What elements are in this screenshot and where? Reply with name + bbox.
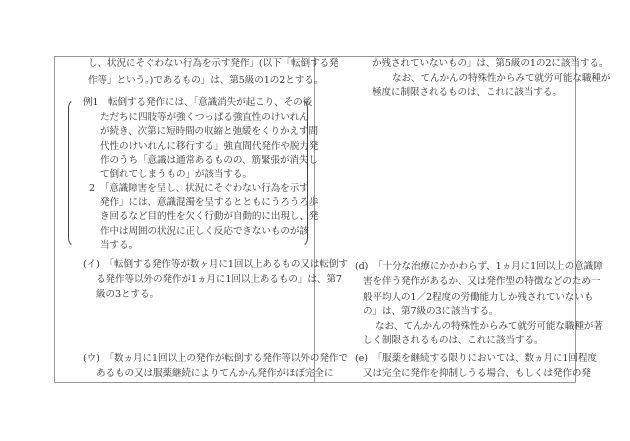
item-u-line: (ウ) 「数ヵ月に1回以上の発作が転倒する発作等以外の発作で: [83, 353, 348, 364]
example-line: 代性のけいれんに移行する」強直間代発作や脱力発: [100, 141, 319, 152]
item-u-line: あるもの又は服薬継続によりてんかん発作がほぼ完全に: [96, 368, 334, 379]
item-i-line: (イ) 「転倒する発作等が数ヶ月に1回以上あるもの又は転倒す: [83, 259, 348, 270]
text-line: か残されていないもの」は、第5級の1の2に該当する。: [372, 58, 609, 69]
example-line: 作中は周囲の状況に正しく反応できないものが該: [100, 226, 309, 237]
text-line: し、状況にそぐわない行為を示す発作」(以下「転倒する発: [88, 58, 339, 69]
item-e-line: 又は完全に発作を抑制しうる場合、もしくは発作の発: [363, 368, 591, 379]
example-line: て倒れてしまうもの」が該当する。: [100, 169, 252, 180]
text-line: 極度に制限されるものは、これに該当する。: [372, 87, 562, 98]
example-line: 作のうち「意識は通常あるものの、筋緊張が消失し: [100, 155, 318, 166]
item-d-line: (d) 「十分な治療にかかわらず、1ヵ月に1回以上の意識障: [355, 261, 603, 272]
example-line: 2 「意識障害を呈し、状況にそぐわない行為を示す: [89, 183, 309, 194]
text-line: なお、てんかんの特殊性からみて就労可能な職種が: [392, 73, 611, 84]
example-line: ただちに四肢等が強くつっぱる強直性のけいれん: [100, 112, 309, 123]
item-d-line: 般平均人の1／2程度の労働能力しか残されていないも: [363, 292, 594, 303]
item-i-line: る発作等以外の発作が1ヵ月に1回以上あるもの」は、第7: [96, 274, 342, 285]
item-d-line: しく制限されるものは、これに該当する。: [363, 335, 544, 346]
example-line: 発作」には、意識混濁を呈するとともにうろうろ歩: [100, 197, 319, 208]
example-line: 例1 転倒する発作には、「意識消失が起こり、その後: [83, 97, 313, 108]
item-d-line: なお、てんかんの特殊性からみて就労可能な職種が著: [375, 321, 603, 332]
item-d-line: 害を伴う発作があるか、又は発作型の特徴などのため一: [363, 276, 601, 287]
example-line: き回るなど目的性を欠く行動が自動的に出現し、発: [100, 211, 319, 222]
example-line: 当する。: [100, 240, 138, 251]
text-line: 作等」という。)であるもの」は、第5級の1の2とする。: [88, 75, 324, 86]
example-line: が続き、次第に短時間の収縮と弛緩をくりかえす間: [100, 126, 318, 137]
item-e-line: (e) 「服薬を継続する限りにおいては、数ヵ月に1回程度: [355, 353, 597, 364]
item-i-line: 級の3とする。: [96, 289, 159, 300]
item-d-line: の」は、第7級の3に該当する。: [363, 306, 499, 317]
